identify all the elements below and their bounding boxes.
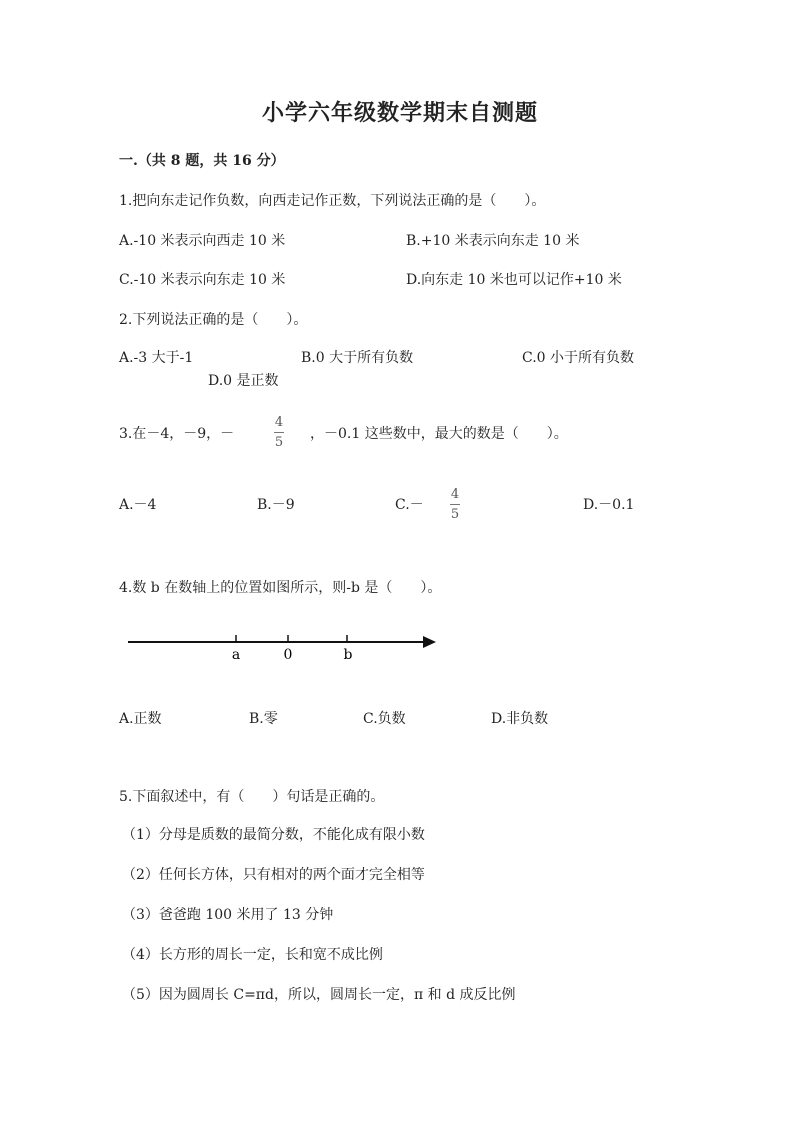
question-1-option-c[interactable]: C.-10 米表示向东走 10 米	[119, 272, 286, 288]
fraction-bar	[450, 504, 460, 505]
number-line-figure	[120, 625, 450, 665]
statement-item: （3）爸爸跑 100 米用了 13 分钟	[122, 907, 334, 923]
question-3-option-c[interactable]: C.－	[395, 497, 424, 513]
question-2-stem: 2.下列说法正确的是（ ）。	[119, 312, 308, 328]
fraction-four-fifths	[274, 416, 284, 449]
question-1-option-b[interactable]: B.+10 米表示向东走 10 米	[406, 233, 580, 249]
label-b: b	[343, 647, 353, 663]
fraction-numerator: 4	[450, 487, 460, 502]
page-title: 小学六年级数学期末自测题	[261, 100, 538, 126]
arrow-right-icon	[423, 636, 436, 648]
label-a: a	[231, 647, 241, 663]
statement-item: （2）任何长方体，只有相对的两个面才完全相等	[122, 867, 425, 883]
fraction-denominator: 5	[274, 435, 284, 450]
question-3-option-d[interactable]: D.－0.1	[583, 497, 635, 513]
question-1-option-d[interactable]: D.向东走 10 米也可以记作+10 米	[406, 272, 622, 288]
question-1-option-a[interactable]: A.-10 米表示向西走 10 米	[119, 233, 286, 249]
question-2-option-c[interactable]: C.0 小于所有负数	[522, 350, 635, 366]
question-4-option-d[interactable]: D.非负数	[491, 711, 549, 727]
question-2-option-a[interactable]: A.-3 大于-1	[119, 350, 194, 366]
question-2-option-d[interactable]: D.0 是正数	[208, 373, 279, 389]
statement-item: （1）分母是质数的最简分数，不能化成有限小数	[122, 827, 425, 843]
statement-item: （5）因为圆周长 C=πd，所以，圆周长一定，π 和 d 成反比例	[122, 987, 516, 1003]
label-zero: 0	[283, 647, 293, 663]
question-4-option-c[interactable]: C.负数	[363, 711, 406, 727]
fraction-four-fifths-option-c	[450, 488, 460, 521]
statement-item: （4）长方形的周长一定，长和宽不成比例	[122, 947, 383, 963]
question-4-option-b[interactable]: B.零	[249, 711, 278, 727]
question-4-stem: 4.数 b 在数轴上的位置如图所示，则-b 是（ ）。	[119, 580, 442, 596]
fraction-numerator: 4	[274, 415, 284, 430]
question-3-stem-end: ，－0.1 这些数中，最大的数是（ ）。	[310, 426, 568, 442]
question-4-option-a[interactable]: A.正数	[119, 711, 162, 727]
question-3-option-b[interactable]: B.－9	[257, 497, 295, 513]
question-3-stem-start: 3.在－4，－9，－	[119, 426, 235, 442]
fraction-denominator: 5	[450, 507, 460, 522]
question-5-stem: 5.下面叙述中，有（ ）句话是正确的。	[119, 789, 385, 805]
section-heading: 一.（共 8 题，共 16 分）	[119, 153, 285, 169]
fraction-bar	[274, 432, 284, 433]
question-2-option-b[interactable]: B.0 大于所有负数	[301, 350, 414, 366]
question-3-option-a[interactable]: A.－4	[119, 497, 157, 513]
question-1-stem: 1.把向东走记作负数，向西走记作正数，下列说法正确的是（ ）。	[119, 193, 546, 209]
